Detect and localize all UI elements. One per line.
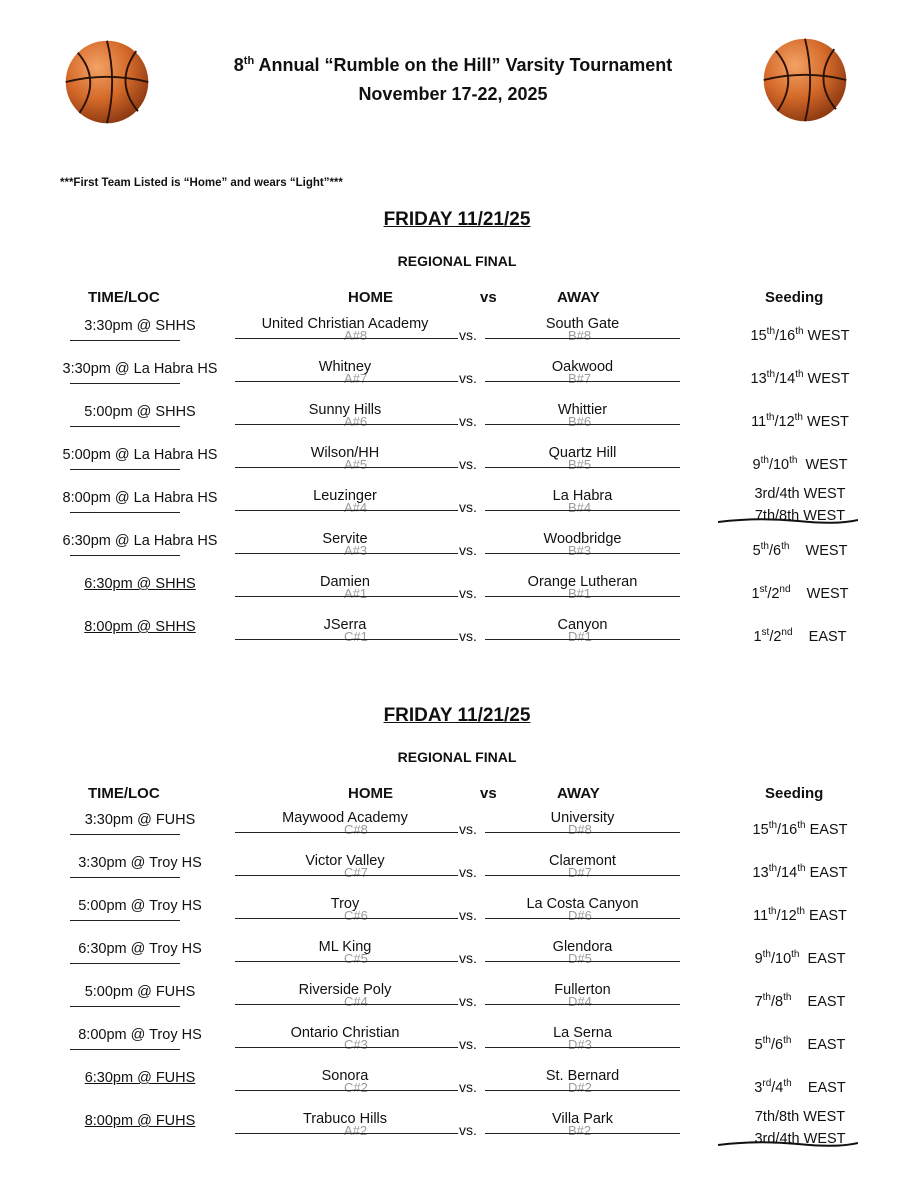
away-seed-tag: D#1 <box>568 629 592 644</box>
game-time-location: 6:30pm @ FUHS <box>84 1070 196 1086</box>
away-seed-tag: B#8 <box>568 328 592 343</box>
home-seed-tag: A#8 <box>344 328 368 343</box>
home-team: United Christian Academy <box>261 316 429 332</box>
game-row <box>0 533 906 577</box>
seeding: 11th/12th WEST <box>751 412 849 430</box>
home-line <box>235 1047 458 1048</box>
home-team: Whitney <box>318 359 372 375</box>
vs-label: vs. <box>459 327 477 343</box>
away-seed-tag: D#5 <box>568 951 592 966</box>
home-line <box>235 381 458 382</box>
home-line <box>235 553 458 554</box>
home-team: Trabuco Hills <box>302 1111 388 1127</box>
game-row <box>0 1027 906 1071</box>
strike-line <box>718 1139 858 1149</box>
section2-round: REGIONAL FINAL <box>397 749 517 765</box>
game-row <box>0 486 906 534</box>
home-line <box>235 961 458 962</box>
col-seeding: Seeding <box>765 289 824 306</box>
col-away: AWAY <box>557 785 600 802</box>
away-line <box>485 961 680 962</box>
game-row <box>0 447 906 491</box>
vs-label: vs. <box>459 456 477 472</box>
game-time-location: 5:00pm @ FUHS <box>84 984 196 1000</box>
home-team: Maywood Academy <box>282 810 408 826</box>
home-team: Leuzinger <box>313 488 377 504</box>
home-line <box>235 1004 458 1005</box>
away-seed-tag: B#1 <box>568 586 592 601</box>
home-line <box>235 510 458 511</box>
away-team: Quartz Hill <box>548 445 617 461</box>
col-home: HOME <box>348 289 393 306</box>
away-line <box>485 1004 680 1005</box>
away-team: Woodbridge <box>543 531 622 547</box>
away-team: University <box>550 810 615 826</box>
time-underline <box>70 920 180 921</box>
home-line <box>235 596 458 597</box>
home-line <box>235 918 458 919</box>
game-row <box>0 812 906 856</box>
basketball-icon <box>762 37 848 123</box>
time-underline <box>70 877 180 878</box>
tournament-dates: November 17-22, 2025 <box>358 84 548 104</box>
game-time-location: 8:00pm @ Troy HS <box>78 1027 202 1043</box>
home-team: JSerra <box>323 617 367 633</box>
away-team: Glendora <box>552 939 613 955</box>
away-team: La Serna <box>553 1025 612 1041</box>
seeding: 11th/12th EAST <box>753 906 847 924</box>
time-underline <box>70 469 180 470</box>
section2-day: FRIDAY 11/21/25 <box>383 705 531 726</box>
home-team: Sonora <box>321 1068 369 1084</box>
away-team: Fullerton <box>554 982 611 998</box>
time-underline <box>70 555 180 556</box>
home-line <box>235 1090 458 1091</box>
away-line <box>485 338 680 339</box>
col-time-loc: TIME/LOC <box>88 289 160 306</box>
home-team: Ontario Christian <box>290 1025 400 1041</box>
seeding: 5th/6th EAST <box>754 1035 846 1053</box>
home-team: Servite <box>322 531 368 547</box>
vs-label: vs. <box>459 542 477 558</box>
game-time-location: 5:00pm @ SHHS <box>84 404 196 420</box>
tournament-title: 8th Annual “Rumble on the Hill” Varsity Tournament <box>233 55 673 75</box>
vs-label: vs. <box>459 950 477 966</box>
seeding: 15th/16th WEST <box>750 326 850 344</box>
away-team: Villa Park <box>552 1111 613 1127</box>
time-underline <box>70 383 180 384</box>
home-seed-tag: A#1 <box>344 586 368 601</box>
home-seed-tag: A#2 <box>344 1123 368 1138</box>
vs-label: vs. <box>459 1036 477 1052</box>
time-underline <box>70 963 180 964</box>
col-vs: vs <box>480 289 497 306</box>
home-light-note: ***First Team Listed is “Home” and wears “Light”*** <box>60 177 343 189</box>
seeding: 3rd/4th EAST <box>754 1078 846 1096</box>
vs-label: vs. <box>459 585 477 601</box>
home-seed-tag: A#5 <box>344 457 368 472</box>
away-line <box>485 918 680 919</box>
away-line <box>485 875 680 876</box>
game-row <box>0 318 906 362</box>
game-row <box>0 576 906 620</box>
time-underline <box>70 426 180 427</box>
time-underline <box>70 1006 180 1007</box>
home-team: ML King <box>318 939 372 955</box>
home-line <box>235 1133 458 1134</box>
home-line <box>235 338 458 339</box>
away-line <box>485 510 680 511</box>
game-row <box>0 898 906 942</box>
game-time-location: 3:30pm @ SHHS <box>84 318 196 334</box>
game-row <box>0 1070 906 1114</box>
away-line <box>485 639 680 640</box>
away-seed-tag: B#2 <box>568 1123 592 1138</box>
vs-label: vs. <box>459 993 477 1009</box>
vs-label: vs. <box>459 1122 477 1138</box>
game-time-location: 6:30pm @ SHHS <box>84 576 196 592</box>
vs-label: vs. <box>459 1079 477 1095</box>
game-time-location: 3:30pm @ La Habra HS <box>62 361 218 377</box>
col-seeding: Seeding <box>765 785 824 802</box>
game-time-location: 6:30pm @ La Habra HS <box>62 533 218 549</box>
away-line <box>485 832 680 833</box>
away-team: South Gate <box>545 316 620 332</box>
away-team: La Habra <box>552 488 613 504</box>
home-team: Troy <box>330 896 360 912</box>
handwritten-seeding: 3rd/4th WEST <box>754 486 846 502</box>
seeding: 13th/14th EAST <box>752 863 848 881</box>
away-seed-tag: B#4 <box>568 500 592 515</box>
home-line <box>235 424 458 425</box>
col-vs: vs <box>480 785 497 802</box>
away-line <box>485 424 680 425</box>
home-team: Damien <box>320 574 370 590</box>
home-seed-tag: C#2 <box>344 1080 368 1095</box>
game-time-location: 8:00pm @ FUHS <box>84 1113 196 1129</box>
away-team: Oakwood <box>551 359 614 375</box>
away-team: La Costa Canyon <box>526 896 639 912</box>
game-time-location: 8:00pm @ SHHS <box>84 619 196 635</box>
away-line <box>485 467 680 468</box>
seeding: 1st/2nd WEST <box>751 584 849 602</box>
away-seed-tag: D#8 <box>568 822 592 837</box>
handwritten-seeding: 7th/8th WEST <box>754 1109 846 1125</box>
home-seed-tag: C#8 <box>344 822 368 837</box>
game-time-location: 3:30pm @ FUHS <box>84 812 196 828</box>
col-home: HOME <box>348 785 393 802</box>
home-seed-tag: C#1 <box>344 629 368 644</box>
home-seed-tag: C#6 <box>344 908 368 923</box>
home-seed-tag: C#5 <box>344 951 368 966</box>
home-line <box>235 832 458 833</box>
away-seed-tag: B#3 <box>568 543 592 558</box>
game-row <box>0 941 906 985</box>
game-row <box>0 361 906 405</box>
away-line <box>485 553 680 554</box>
seeding: 5th/6th WEST <box>752 541 848 559</box>
game-time-location: 5:00pm @ Troy HS <box>78 898 202 914</box>
game-row <box>0 404 906 448</box>
home-line <box>235 467 458 468</box>
away-seed-tag: D#6 <box>568 908 592 923</box>
home-seed-tag: C#3 <box>344 1037 368 1052</box>
home-line <box>235 639 458 640</box>
vs-label: vs. <box>459 907 477 923</box>
away-line <box>485 381 680 382</box>
away-team: Whittier <box>557 402 608 418</box>
time-underline <box>70 512 180 513</box>
vs-label: vs. <box>459 413 477 429</box>
away-seed-tag: D#4 <box>568 994 592 1009</box>
game-row <box>0 984 906 1028</box>
col-time-loc: TIME/LOC <box>88 785 160 802</box>
game-time-location: 3:30pm @ Troy HS <box>78 855 202 871</box>
away-team: Orange Lutheran <box>527 574 638 590</box>
game-row <box>0 619 906 663</box>
seeding: 15th/16th EAST <box>752 820 848 838</box>
col-away: AWAY <box>557 289 600 306</box>
strike-line <box>718 516 858 526</box>
game-time-location: 8:00pm @ La Habra HS <box>62 490 218 506</box>
game-row <box>0 855 906 899</box>
section1-day: FRIDAY 11/21/25 <box>383 209 531 230</box>
vs-label: vs. <box>459 821 477 837</box>
time-underline <box>70 834 180 835</box>
seeding: 9th/10th EAST <box>754 949 846 967</box>
struck-seeding: 7th/8th WEST <box>754 508 846 524</box>
home-seed-tag: A#3 <box>344 543 368 558</box>
time-underline <box>70 1049 180 1050</box>
away-line <box>485 1090 680 1091</box>
away-seed-tag: B#6 <box>568 414 592 429</box>
away-team: St. Bernard <box>545 1068 620 1084</box>
seeding: 9th/10th WEST <box>752 455 848 473</box>
seeding: 7th/8th EAST <box>754 992 846 1010</box>
home-seed-tag: A#6 <box>344 414 368 429</box>
away-seed-tag: D#2 <box>568 1080 592 1095</box>
game-time-location: 5:00pm @ La Habra HS <box>62 447 218 463</box>
game-row <box>0 1109 906 1157</box>
home-team: Wilson/HH <box>310 445 380 461</box>
home-team: Sunny Hills <box>308 402 382 418</box>
home-seed-tag: A#7 <box>344 371 368 386</box>
away-team: Canyon <box>557 617 608 633</box>
away-team: Claremont <box>549 853 616 869</box>
away-seed-tag: B#7 <box>568 371 592 386</box>
vs-label: vs. <box>459 864 477 880</box>
home-line <box>235 875 458 876</box>
away-line <box>485 1133 680 1134</box>
vs-label: vs. <box>459 499 477 515</box>
time-underline <box>70 340 180 341</box>
away-seed-tag: B#5 <box>568 457 592 472</box>
home-seed-tag: A#4 <box>344 500 368 515</box>
game-time-location: 6:30pm @ Troy HS <box>78 941 202 957</box>
home-team: Victor Valley <box>305 853 385 869</box>
away-seed-tag: D#7 <box>568 865 592 880</box>
home-seed-tag: C#7 <box>344 865 368 880</box>
vs-label: vs. <box>459 628 477 644</box>
vs-label: vs. <box>459 370 477 386</box>
home-seed-tag: C#4 <box>344 994 368 1009</box>
away-seed-tag: D#3 <box>568 1037 592 1052</box>
home-team: Riverside Poly <box>298 982 392 998</box>
away-line <box>485 1047 680 1048</box>
seeding: 13th/14th WEST <box>750 369 850 387</box>
struck-seeding: 3rd/4th WEST <box>754 1131 846 1147</box>
seeding: 1st/2nd EAST <box>753 627 847 645</box>
away-line <box>485 596 680 597</box>
basketball-icon <box>64 39 150 125</box>
section1-round: REGIONAL FINAL <box>397 253 517 269</box>
